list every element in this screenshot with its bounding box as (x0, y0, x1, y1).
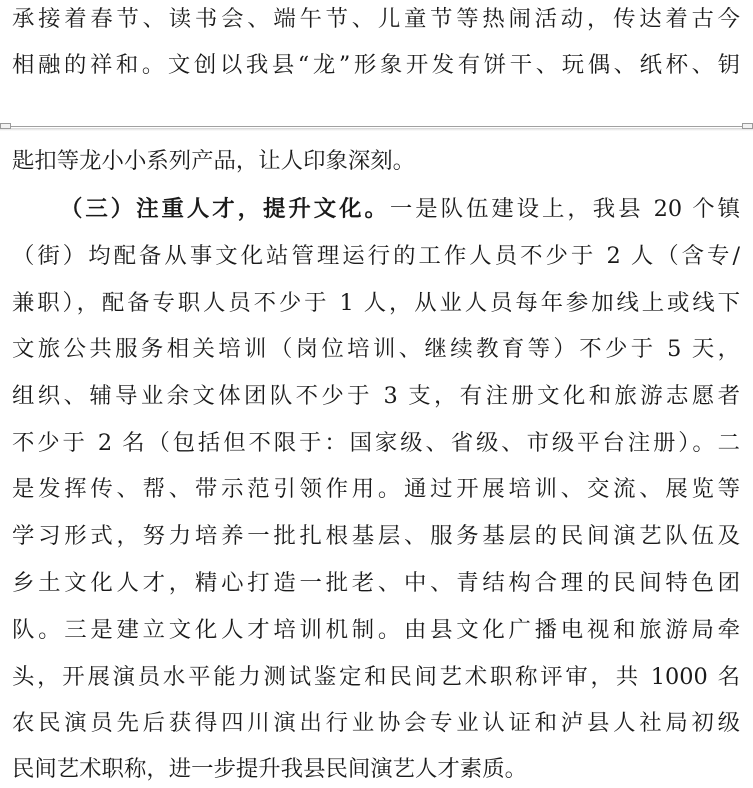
text-line-last: 民间艺术职称，进一步提升我县民间演艺人才素质。 (12, 756, 527, 782)
page-bottom (0, 134, 753, 788)
text-line: 文旅公共服务相关培训（岗位培训、继续教育等）不少于 5 天， (12, 336, 740, 362)
section-heading: （三）注重人才，提升文化。 (60, 196, 390, 222)
text-line: 头，开展演员水平能力测试鉴定和民间艺术职称评审，共 1000 名 (12, 664, 740, 690)
text-line: 兼职），配备专职人员不少于 1 人，从业人员每年参加线上或线下 (12, 290, 740, 316)
page-break (0, 118, 753, 134)
page-break-rule (0, 126, 753, 127)
text-line: 农民演员先后获得四川演出行业协会专业认证和泸县人社局初级 (12, 710, 740, 736)
text-line: 相融的祥和。文创以我县“龙”形象开发有饼干、玩偶、纸杯、钥 (12, 52, 740, 78)
text-line: 乡土文化人才，精心打造一批老、中、青结构合理的民间特色团 (12, 570, 740, 596)
heading-tail-text: 一是队伍建设上，我县 20 个镇 (389, 196, 740, 222)
text-line: 队。三是建立文化人才培训机制。由县文化广播电视和旅游局牵 (12, 617, 740, 643)
paragraph-first-line (12, 194, 740, 224)
margin-corner-mark-right (742, 123, 753, 129)
page-top (0, 0, 753, 118)
text-line: 承接着春节、读书会、端午节、儿童节等热闹活动，传达着古今 (12, 6, 740, 32)
text-line: 学习形式，努力培养一批扎根基层、服务基层的民间演艺队伍及 (12, 523, 740, 549)
page-break-shadow (0, 128, 753, 131)
text-line: 不少于 2 名（包括但不限于：国家级、省级、市级平台注册）。二 (12, 430, 740, 456)
margin-corner-mark-left (0, 123, 11, 129)
text-line: 是发挥传、帮、带示范引领作用。通过开展培训、交流、展览等 (12, 476, 740, 502)
text-line-continued: 匙扣等龙小小系列产品，让人印象深刻。 (12, 148, 416, 174)
text-line: （街）均配备从事文化站管理运行的工作人员不少于 2 人（含专/ (12, 243, 740, 269)
text-line: 组织、辅导业余文体团队不少于 3 支，有注册文化和旅游志愿者 (12, 383, 740, 409)
